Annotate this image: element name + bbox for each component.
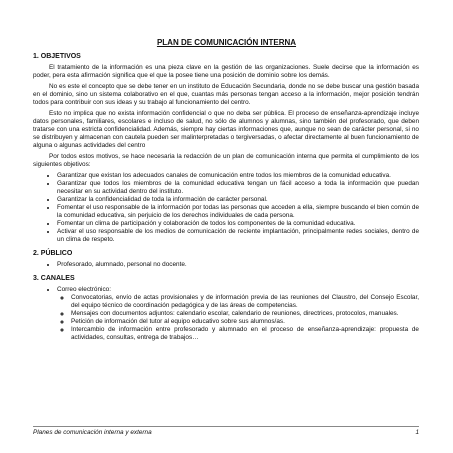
sub-list-item: ◦ Intercambio de información entre profesorado y alumnado en el proceso de enseñanza-aprendizaje: propuesta de actividades, consultas, entrega de trabajos…: [71, 326, 419, 342]
page-number: 1: [415, 429, 419, 436]
canales-list: [33, 286, 419, 342]
section-canales: [33, 275, 419, 342]
list-item: • Fomentar el uso responsable de la información por todas las personas que acceden a ella, siempre buscando el bien común de la comunidad educativa, sin perjuicio de los derechos individuales de cada persona.: [57, 204, 419, 220]
section-heading-canales: 3. CANALES: [33, 275, 75, 282]
section-heading-publico: 2. PÚBLICO: [33, 250, 73, 257]
page-title: PLAN DE COMUNICACIÓN INTERNA: [156, 38, 297, 47]
paragraph: El tratamiento de la información es una pieza clave en la gestión de las organizaciones. Suele decirse que la información es poder, pera esta afirmación significa que el que la posee tiene una posición de dominio sobre los demás.: [33, 64, 419, 79]
footer-text: Planes de comunicación interna y externa: [33, 429, 152, 436]
sub-list-item: ◦ Convocatorias, envío de actas provisionales y de información previa de las reuniones del Claustro, del Consejo Escolar, del equipo técnico de coordinación pedagógica y de las áreas de competencias.: [71, 294, 419, 310]
list-item: • Activar el uso responsable de los medios de comunicación de reciente implantación, principalmente redes sociales, dentro de un clima de respeto.: [57, 228, 419, 244]
paragraph: Por todos estos motivos, se hace necesaria la redacción de un plan de comunicación interna que permita el cumplimiento de los siguientes objetivos:: [33, 153, 419, 168]
list-item: • Garantizar la confidencialidad de toda la información de carácter personal.: [57, 196, 419, 204]
sub-list-item: ◦ Petición de información del tutor al equipo educativo sobre sus alumnos/as.: [71, 318, 419, 326]
page-footer: [33, 426, 419, 436]
list-item: • Garantizar que todos los miembros de la comunidad educativa tengan un fácil acceso a toda la información que puedan necesitar en su actividad dentro del instituto.: [57, 180, 419, 196]
section-publico: [33, 250, 419, 269]
list-item: • Fomentar un clima de participación y colaboración de todos los componentes de la comunidad educativa.: [57, 220, 419, 228]
document-body: [33, 53, 419, 346]
list-item: [57, 286, 419, 342]
list-item: • Profesorado, alumnado, personal no docente.: [57, 261, 419, 269]
list-item: • Garantizar que existan los adecuados canales de comunicación entre todos los miembros de la comunidad educativa.: [57, 172, 419, 180]
list-item-label: Correo electrónico:: [57, 286, 111, 293]
objectives-list: [33, 172, 419, 244]
section-heading-objetivos: 1. OBJETIVOS: [33, 53, 81, 60]
email-uses-list: [57, 294, 419, 342]
paragraph: No es este el concepto que se debe tener en un instituto de Educación Secundaria, donde no se debe buscar una gestión basada en el dominio, sino un sistema colaborativo en el que, cuantas más personas tengan acceso a la información, mejor posición tendrán todos para contribuir con sus ideas y su trabajo al funcionamiento del centro.: [33, 83, 419, 106]
sub-list-item: ◦ Mensajes con documentos adjuntos: calendario escolar, calendario de reuniones, directrices, protocolos, manuales.: [71, 310, 419, 318]
paragraph: Esto no implica que no exista información confidencial o que no deba ser pública. El proceso de enseñanza-aprendizaje incluye datos personales, familiares, escolares e incluso de salud, no sólo de alumnos y alumnas, sino también del profesorado, que deben tratarse con una estricta confidencialidad. Además, siempre hay ciertas informaciones que, aunque no sean de carácter personal, si no se distribuyen y almacenan con cautela pueden ser malinterpretadas o tergiversadas, o afectar directamente al buen funcionamiento de alguna o algunas actividades del centro: [33, 110, 419, 149]
publico-list: [33, 261, 419, 269]
